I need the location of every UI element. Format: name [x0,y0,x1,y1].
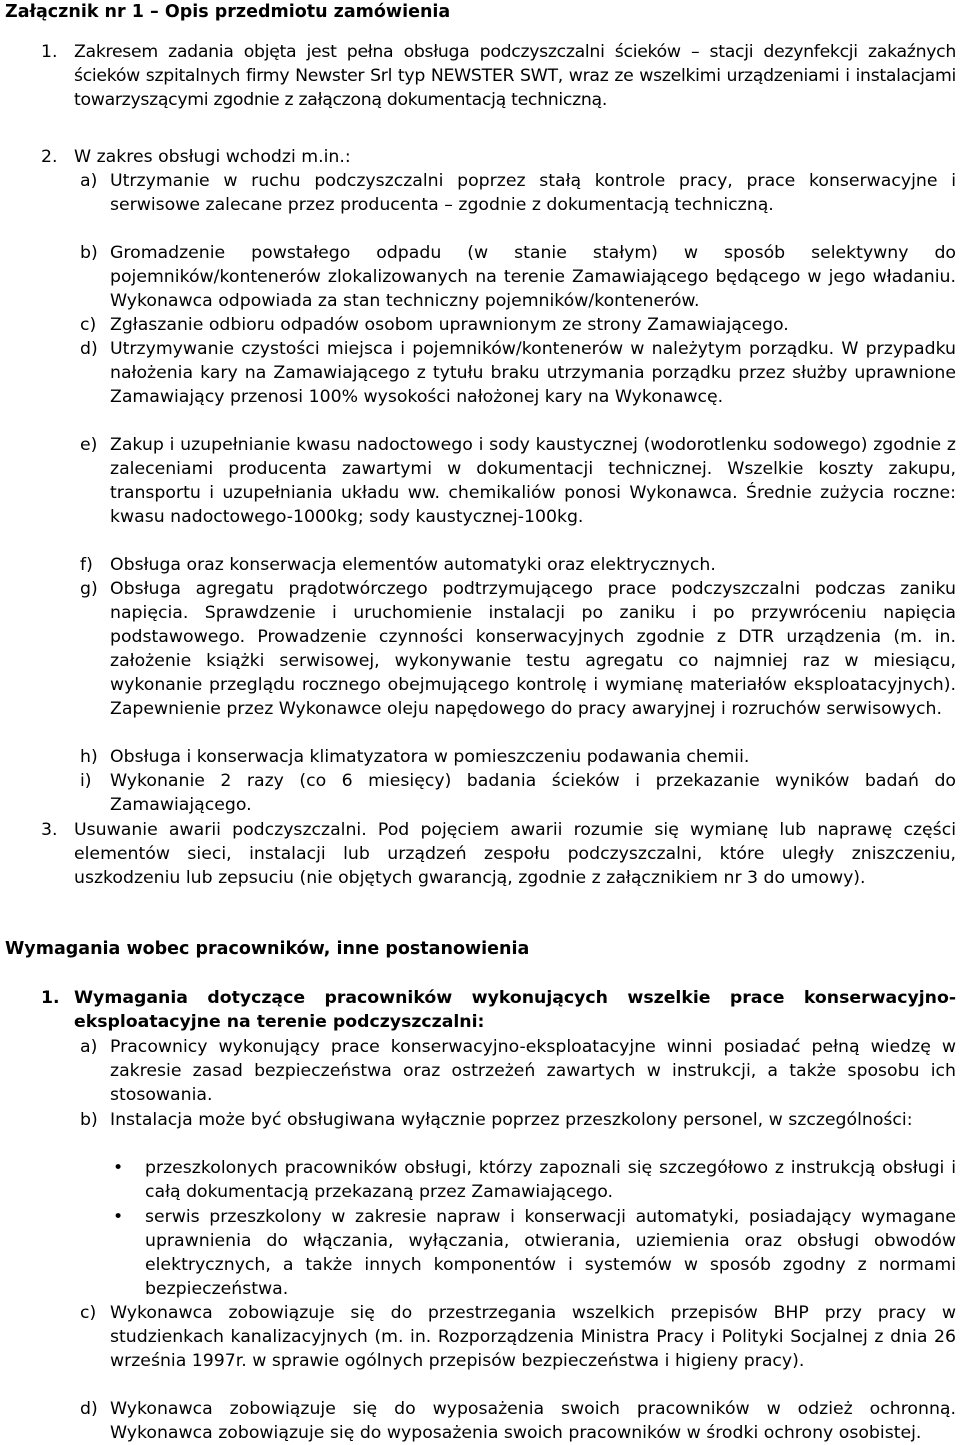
bullet-icon: • [113,1158,124,1178]
scope-item-1 [41,40,956,112]
breakdown-item [41,818,956,890]
list-letter: c) [80,1303,97,1323]
list-letter: d) [80,1399,98,1419]
list-letter: d) [80,339,98,359]
scope-subitem-a [80,169,956,217]
list-number: 1. [41,42,58,62]
list-letter: c) [80,315,97,335]
scope-subitem-g [80,577,956,722]
requirements-subitem-b [80,1108,956,1132]
scope-subitem-text: Zgłaszanie odbioru odpadów osobom uprawnionym ze strony Zamawiającego. [110,315,789,335]
scope-subitem-text: Obsługa agregatu prądotwórczego podtrzymującego prace podczyszczalni podczas zaniku napięcia. Sprawdzenie i uruchomienie instalacji po zaniku i po przywróceniu napięcia podstawowego. Prowadzenie czynności konserwacyjnych zgodnie z DTR urządzenia (m. in. założenie książki serwisowej, wykonywanie testu agregatu co najmniej raz w miesiącu, wykonanie przeglądu rocznego obejmującego kontrolę i wymianę materiałów eksploatacyjnych). Zapewnienie przez Wykonawce oleju napędowego do pracy awaryjnej i rozruchów serwisowych. [110,579,956,720]
bullet-text: przeszkolonych pracowników obsługi, którzy zapoznali się szczegółowo z instrukcją obsługi i całą dokumentacją przekazaną przez Zamawiającego. [145,1158,956,1203]
scope-subitem-text: Utrzymanie w ruchu podczyszczalni poprzez stałą kontrole pracy, prace konserwacyjne i serwisowe zalecane przez producenta – zgodnie z dokumentacją techniczną. [110,171,956,216]
requirements-heading: Wymagania dotyczące pracowników wykonujących wszelkie prace konserwacyjno- eksploatacyjne na terenie podczyszczalni: [74,988,956,1033]
scope-subitem-f [80,553,956,577]
breakdown-text: Usuwanie awarii podczyszczalni. Pod pojęciem awarii rozumie się wymianę lub naprawę części elementów sieci, instalacji lub urządzeń zespołu podczyszczalni, które uległy zniszczeniu, uszkodzeniu lub zepsuciu (nie objętych gwarancją, zgodnie z załącznikiem nr 3 do umowy). [74,820,956,889]
requirements-subitem-text: Pracownicy wykonujący prace konserwacyjno-eksploatacyjne winni posiadać pełną wiedzę w zakresie zasad bezpieczeństwa oraz ostrzeżeń zawartych w instrukcji, a także sposobu ich stosowania. [110,1037,956,1106]
scope-subitem-text: Zakup i uzupełnianie kwasu nadoctowego i sody kaustycznej (wodorotlenku sodowego) zgodnie z zaleceniami producenta zawartymi w dokumentacji technicznej. Wszelkie koszty zakupu, transportu i uzupełniania układu ww. chemikaliów ponosi Wykonawca. Średnie zużycia roczne: kwasu nadoctowego-1000kg; sody kaustycznej-100kg. [110,435,956,528]
bullet-item [113,1156,956,1204]
requirements-subitem-text: Wykonawca zobowiązuje się do przestrzegania wszelkich przepisów BHP przy pracy w studzienkach kanalizacyjnych (m. in. Rozporządzenia Ministra Pracy i Polityki Socjalnej z dnia 26 września 1997r. w sprawie ogólnych przepisów bezpieczeństwa i higieny pracy). [110,1303,956,1372]
scope-item-text: W zakres obsługi wchodzi m.in.: [74,147,351,167]
requirements-subitem-d [80,1397,956,1445]
requirements-subitem-a [80,1035,956,1107]
scope-subitem-text: Gromadzenie powstałego odpadu (w stanie stałym) w sposób selektywny do pojemników/kontenerów zlokalizowanych na terenie Zamawiającego będącego w jego władaniu. Wykonawca odpowiada za stan techniczny pojemników/kontenerów. [110,243,956,312]
bullet-icon: • [113,1207,124,1227]
scope-subitem-e [80,433,956,529]
document-title: Załącznik nr 1 – Opis przedmiotu zamówienia [5,2,451,22]
list-letter: b) [80,1110,98,1130]
list-letter: a) [80,1037,98,1057]
scope-subitem-text: Obsługa oraz konserwacja elementów automatyki oraz elektrycznych. [110,555,716,575]
requirements-subitem-c [80,1301,956,1373]
scope-item-2 [41,145,956,169]
list-number: 2. [41,147,58,167]
list-letter: f) [80,555,93,575]
scope-subitem-i [80,769,956,817]
requirements-subitem-text: Wykonawca zobowiązuje się do wyposażenia swoich pracowników w odzież ochronną. Wykonawca zobowiązuje się do wyposażenia swoich pracowników w środki ochrony osobistej. [110,1399,956,1444]
scope-subitem-b [80,241,956,313]
scope-item-text: Zakresem zadania objęta jest pełna obsługa podczyszczalni ścieków – stacji dezynfekcji zakaźnych ścieków szpitalnych firmy Newster Srl typ NEWSTER SWT, wraz ze wszelkimi urządzeniami i instalacjami towarzyszącymi zgodnie z załączoną dokumentacją techniczną. [74,42,956,111]
list-letter: h) [80,747,98,767]
scope-subitem-text: Obsługa i konserwacja klimatyzatora w pomieszczeniu podawania chemii. [110,747,750,767]
list-letter: b) [80,243,98,263]
list-letter: g) [80,579,98,599]
scope-subitem-d [80,337,956,409]
list-letter: i) [80,771,92,791]
requirements-subitem-text: Instalacja może być obsługiwana wyłącznie poprzez przeszkolony personel, w szczególności: [110,1110,913,1130]
scope-subitem-c [80,313,956,337]
requirements-item [41,986,956,1034]
list-number: 1. [41,988,60,1008]
list-letter: e) [80,435,98,455]
section-heading: Wymagania wobec pracowników, inne postanowienia [5,939,530,959]
list-number: 3. [41,820,58,840]
bullet-text: serwis przeszkolony w zakresie napraw i konserwacji automatyki, posiadający wymagane uprawnienia do włączania, wyłączania, otwierania, uziemienia oraz obsługi obwodów elektrycznych, a także innych komponentów i systemów w sposób zgodny z normami bezpieczeństwa. [145,1207,956,1300]
scope-subitem-text: Wykonanie 2 razy (co 6 miesięcy) badania ścieków i przekazanie wyników badań do Zamawiającego. [110,771,956,816]
scope-subitem-text: Utrzymywanie czystości miejsca i pojemników/kontenerów w należytym porządku. W przypadku nałożenia kary na Zamawiającego z tytułu braku utrzymania porządku przez służby uprawnione Zamawiający przenosi 100% wysokości nałożonej kary na Wykonawcę. [110,339,956,408]
bullet-item [113,1205,956,1301]
scope-subitem-h [80,745,956,769]
list-letter: a) [80,171,98,191]
